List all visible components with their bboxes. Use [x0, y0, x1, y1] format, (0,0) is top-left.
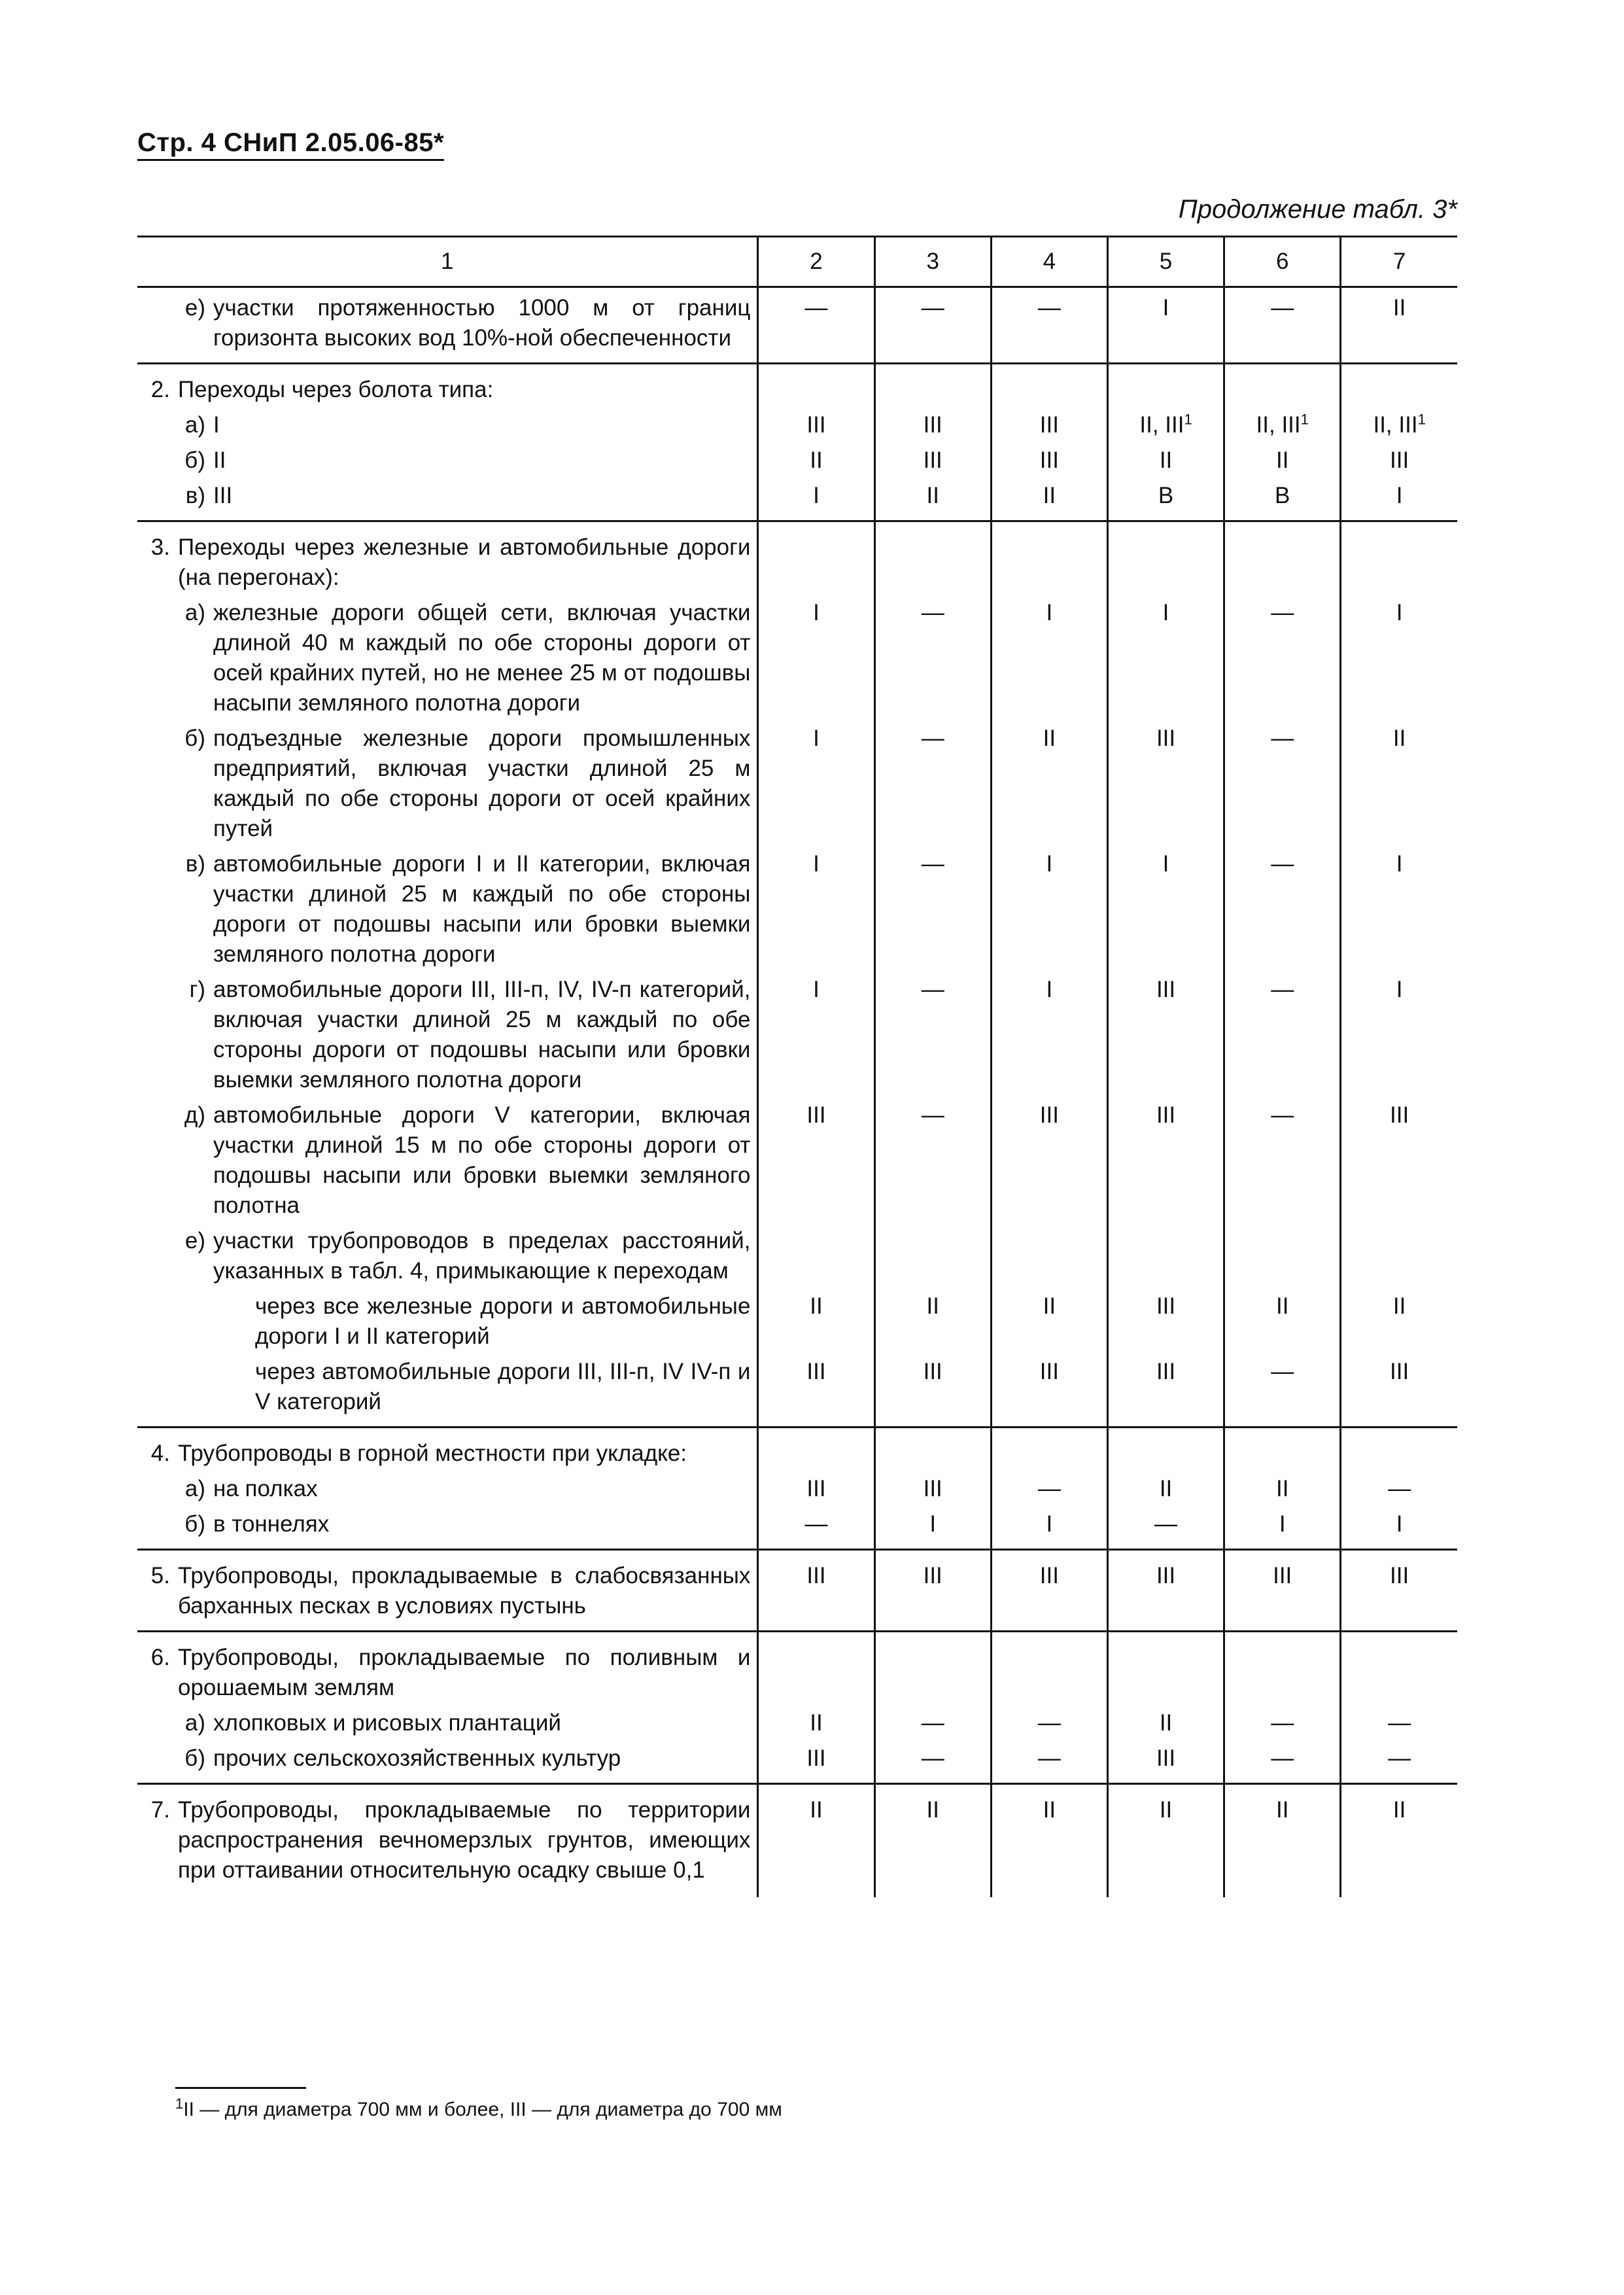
item-text: железные дороги общей сети, включая участки длиной 40 м каждый по обе стороны дороги от осей крайних путей, но не менее 25 м от подошвы насыпи земляного полотна дороги: [213, 600, 751, 716]
item-marker: а): [184, 1710, 205, 1736]
table-cell: II: [1224, 440, 1341, 476]
item-marker: е): [184, 295, 205, 321]
table-cell: В: [1224, 476, 1341, 521]
item-text: автомобильные дороги III, III-п, IV, IV-п категорий, включая участки длиной 25 м каждый по обе стороны дороги от подошвы насыпи или бровки выемки земляного полотна дороги: [213, 977, 751, 1093]
item-marker: в): [185, 483, 205, 508]
table-cell: —: [1341, 1738, 1457, 1784]
table-cell: I: [991, 593, 1107, 718]
table-cell: I: [991, 844, 1107, 970]
table-cell: II: [1224, 1286, 1341, 1352]
table-cell: I: [991, 970, 1107, 1095]
item-text: II: [213, 447, 226, 473]
footnote-text: II — для диаметра 700 мм и более, III — для диаметра до 700 мм: [183, 2099, 782, 2120]
table-cell: III: [1107, 1738, 1224, 1784]
item-text: III: [213, 483, 233, 508]
table-row: [137, 287, 1457, 364]
table-cell: II: [1341, 287, 1457, 364]
table-cell: III: [874, 1469, 991, 1504]
table-cell: II: [991, 1784, 1107, 1898]
item-marker: б): [184, 447, 205, 473]
table-cell: II: [1224, 1469, 1341, 1504]
table-cell: —: [758, 287, 874, 364]
table-cell: II: [758, 1703, 874, 1738]
table-cell: —: [1224, 1703, 1341, 1738]
item-text: I: [213, 412, 220, 438]
table-cell: III: [991, 405, 1107, 440]
table-cell: —: [991, 1738, 1107, 1784]
table-header-row: [137, 237, 1457, 287]
table-cell: I: [1341, 970, 1457, 1095]
table-cell: II: [874, 1784, 991, 1898]
item-marker: д): [184, 1102, 205, 1128]
table-group-row: [137, 364, 1457, 406]
table-cell: III: [758, 1095, 874, 1221]
group-title: Трубопроводы в горной местности при укладке:: [178, 1441, 687, 1466]
table-cell: III: [991, 440, 1107, 476]
item-text: автомобильные дороги V категории, включая участки длиной 15 м по обе стороны дороги от подошвы насыпи или бровки выемки земляного полотна: [213, 1102, 751, 1218]
table-cell: III: [1107, 1352, 1224, 1428]
col-header-7: 7: [1341, 237, 1457, 287]
table-row: [137, 1703, 1457, 1738]
item-marker: б): [184, 726, 205, 751]
table-cell: I: [1341, 476, 1457, 521]
table-row: [137, 476, 1457, 521]
item-text: автомобильные дороги I и II категории, включая участки длиной 25 м каждый по обе стороны дороги от подошвы насыпи или бровки выемки земляного полотна дороги: [213, 851, 751, 967]
table-cell: III: [758, 1469, 874, 1504]
table-row: [137, 1738, 1457, 1784]
item-marker: а): [184, 600, 205, 625]
table-cell: —: [874, 844, 991, 970]
table-cell: III: [1341, 1550, 1457, 1632]
table-cell: III: [991, 1352, 1107, 1428]
table-cell: III: [758, 1738, 874, 1784]
table-cell: —: [874, 287, 991, 364]
item-text: в тоннелях: [213, 1511, 330, 1537]
footnote-ref: 1: [1417, 411, 1426, 428]
table-row: [137, 1286, 1457, 1352]
table-cell: —: [874, 1738, 991, 1784]
table-cell: II: [991, 718, 1107, 844]
item-marker: б): [184, 1511, 205, 1537]
table-cell: III: [1107, 970, 1224, 1095]
table-cell: I: [758, 593, 874, 718]
table-cell: I: [1107, 844, 1224, 970]
table-cell: —: [1224, 1095, 1341, 1221]
table-row: [137, 970, 1457, 1095]
table-cell: I: [758, 970, 874, 1095]
table-cell: III: [1107, 718, 1224, 844]
table-cell: III: [1107, 1550, 1224, 1632]
group-title: Трубопроводы, прокладываемые по территории распространения вечномерзлых грунтов, имеющих при оттаивании относительную осадку свыше 0,1: [178, 1797, 751, 1883]
table-cell: I: [874, 1504, 991, 1550]
table-cell: III: [874, 1550, 991, 1632]
col-header-6: 6: [1224, 237, 1341, 287]
col-header-3: 3: [874, 237, 991, 287]
pipeline-categories-table: [137, 236, 1457, 1897]
table-row: [137, 844, 1457, 970]
table-cell: III: [1107, 1286, 1224, 1352]
item-marker: а): [184, 1476, 205, 1501]
item-marker: б): [184, 1745, 205, 1771]
group-number: 2.: [150, 377, 170, 402]
table-cell: II: [1107, 1469, 1224, 1504]
table-cell: I: [1341, 844, 1457, 970]
table-cell: —: [991, 1469, 1107, 1504]
table-cell: В: [1107, 476, 1224, 521]
table-cell: —: [1341, 1703, 1457, 1738]
table-cell: —: [1224, 1738, 1341, 1784]
table-cell: II: [1341, 718, 1457, 844]
item-text: хлопковых и рисовых плантаций: [213, 1710, 561, 1736]
table-cell: II: [1341, 1286, 1457, 1352]
table-row: [137, 1095, 1457, 1221]
footnote-marker: 1: [175, 2095, 184, 2112]
item-text: на полках: [213, 1476, 318, 1501]
item-text: прочих сельскохозяйственных культур: [213, 1745, 621, 1771]
group-title: Трубопроводы, прокладываемые в слабосвязанных барханных песках в условиях пустынь: [178, 1563, 751, 1619]
footnote-ref: 1: [1300, 411, 1309, 428]
table-continuation-label: Продолжение табл. 3*: [1178, 195, 1457, 224]
table-cell: —: [874, 593, 991, 718]
table-cell: II: [758, 1286, 874, 1352]
table-cell: —: [874, 1703, 991, 1738]
table-row: [137, 405, 1457, 440]
table-cell: —: [991, 287, 1107, 364]
table-cell: II: [758, 1784, 874, 1898]
footnote-divider: [175, 2087, 306, 2089]
table-cell: I: [1341, 1504, 1457, 1550]
table-cell: II: [1107, 1703, 1224, 1738]
table-cell: I: [1224, 1504, 1341, 1550]
table-cell: —: [1224, 1352, 1341, 1428]
table-cell: III: [874, 440, 991, 476]
group-number: 7.: [150, 1797, 170, 1823]
group-number: 3.: [150, 534, 170, 560]
table-row: [137, 1352, 1457, 1428]
col-header-2: 2: [758, 237, 874, 287]
table-cell: —: [1107, 1504, 1224, 1550]
table-row: [137, 1504, 1457, 1550]
table-group-row: [137, 1428, 1457, 1469]
table-cell: —: [1224, 970, 1341, 1095]
group-title: Переходы через железные и автомобильные дороги (на перегонах):: [178, 534, 751, 590]
table-cell: I: [758, 476, 874, 521]
item-text: через автомобильные дороги III, III-п, IV IV-п и V категорий: [255, 1359, 751, 1414]
table-cell: —: [874, 970, 991, 1095]
table-group-row: [137, 1550, 1457, 1632]
table-cell: III: [758, 405, 874, 440]
table-cell: II: [1224, 1784, 1341, 1898]
page-header: Стр. 4 СНиП 2.05.06-85*: [137, 128, 444, 161]
table-cell: —: [991, 1703, 1107, 1738]
item-text: через все железные дороги и автомобильные дороги I и II категорий: [255, 1293, 751, 1349]
table-cell: II: [991, 1286, 1107, 1352]
table-cell: II: [991, 476, 1107, 521]
table-row: [137, 718, 1457, 844]
table-cell: III: [758, 1352, 874, 1428]
table-cell: III: [758, 1550, 874, 1632]
col-header-4: 4: [991, 237, 1107, 287]
table-cell: —: [874, 718, 991, 844]
table-cell: III: [1224, 1550, 1341, 1632]
table-cell: II: [758, 440, 874, 476]
table-cell: II: [874, 1286, 991, 1352]
item-marker: а): [184, 412, 205, 438]
table-cell: —: [1341, 1469, 1457, 1504]
table-row: [137, 1221, 1457, 1286]
item-marker: е): [184, 1228, 205, 1253]
group-number: 5.: [150, 1563, 170, 1588]
group-number: 6.: [150, 1645, 170, 1670]
table-cell: I: [758, 718, 874, 844]
table-cell: II: [874, 476, 991, 521]
table-cell: III: [874, 405, 991, 440]
group-title: Переходы через болота типа:: [178, 377, 494, 402]
table-cell: —: [1224, 844, 1341, 970]
table-cell: III: [1107, 1095, 1224, 1221]
table-cell: I: [1341, 593, 1457, 718]
col-header-5: 5: [1107, 237, 1224, 287]
table-cell: —: [874, 1095, 991, 1221]
table-cell: III: [991, 1550, 1107, 1632]
table-cell: —: [758, 1504, 874, 1550]
group-number: 4.: [150, 1441, 170, 1466]
table-row: [137, 593, 1457, 718]
item-marker: г): [189, 977, 205, 1002]
table-cell: III: [1341, 440, 1457, 476]
table-cell: II: [1107, 1784, 1224, 1898]
table-cell: I: [758, 844, 874, 970]
table-row: [137, 440, 1457, 476]
table-cell: II, III$^1$: [1107, 405, 1224, 440]
table-group-row: [137, 1784, 1457, 1898]
table-group-row: [137, 1632, 1457, 1704]
footnote: [175, 2095, 782, 2121]
group-title: Трубопроводы, прокладываемые по поливным и орошаемым землям: [178, 1645, 751, 1700]
item-text: участки протяженностью 1000 м от границ горизонта высоких вод 10%-ной обеспеченности: [213, 295, 751, 351]
item-text: подъездные железные дороги промышленных предприятий, включая участки длиной 25 м каждый по обе стороны дороги от осей крайних путей: [213, 726, 751, 841]
col-header-1: 1: [137, 237, 758, 287]
item-text: участки трубопроводов в пределах расстояний, указанных в табл. 4, примыкающие к переходам: [213, 1228, 751, 1284]
table-cell: —: [1224, 593, 1341, 718]
table-row: [137, 1469, 1457, 1504]
table-cell: —: [1224, 287, 1341, 364]
table-cell: I: [991, 1504, 1107, 1550]
table-cell: II, III$^1$: [1224, 405, 1341, 440]
table-group-row: [137, 521, 1457, 593]
item-marker: в): [185, 851, 205, 877]
table-cell: I: [1107, 593, 1224, 718]
table-cell: I: [1107, 287, 1224, 364]
table-cell: —: [1224, 718, 1341, 844]
table-cell: III: [1341, 1352, 1457, 1428]
table-cell: II: [1107, 440, 1224, 476]
table-cell: III: [991, 1095, 1107, 1221]
footnote-ref: 1: [1184, 411, 1192, 428]
table-cell: III: [1341, 1095, 1457, 1221]
table-cell: III: [874, 1352, 991, 1428]
table-cell: II: [1341, 1784, 1457, 1898]
table-cell: II, III$^1$: [1341, 405, 1457, 440]
